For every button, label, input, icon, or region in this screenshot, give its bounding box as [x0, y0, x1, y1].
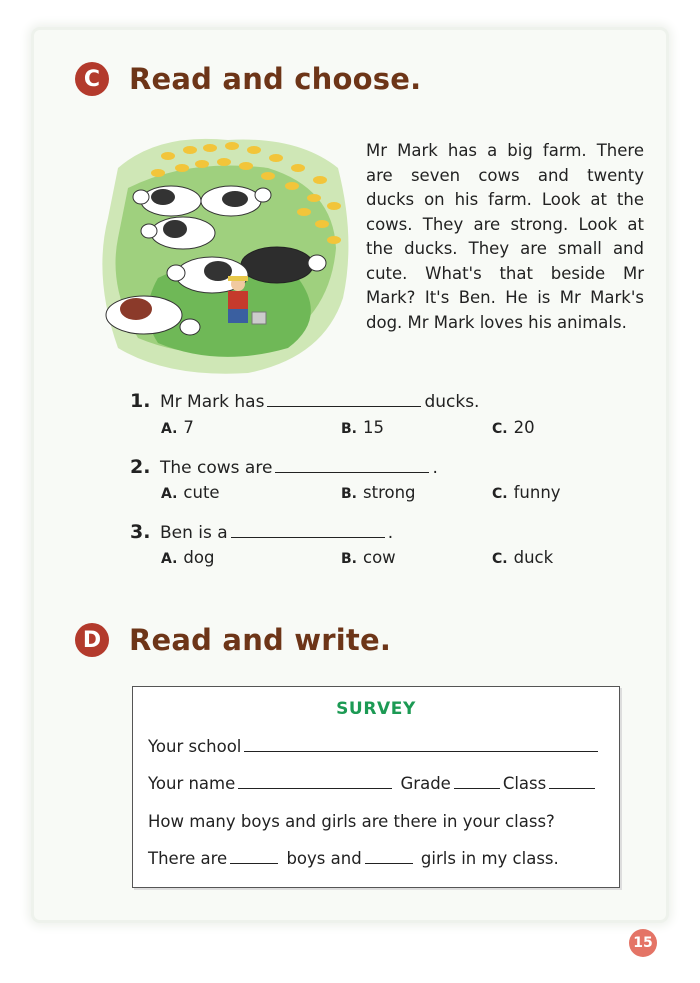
question-2 [130, 456, 438, 478]
class-label: Class [502, 774, 547, 793]
survey-title: SURVEY [336, 699, 416, 719]
answer-blank[interactable] [267, 392, 421, 407]
survey-question: How many boys and girls are there in your class? [148, 812, 555, 831]
option-a[interactable]: A. 7 [161, 418, 194, 437]
girls-in-label: girls in my class. [420, 849, 559, 868]
question-stem: Ben is a [160, 523, 228, 543]
grade-label: Grade [400, 774, 451, 793]
question-3 [130, 521, 393, 543]
option-b[interactable]: B. 15 [341, 418, 384, 437]
class-field[interactable] [549, 774, 595, 789]
section-d-badge: D [75, 623, 109, 657]
option-b[interactable]: B. strong [341, 483, 416, 502]
boys-and-label: boys and [286, 849, 362, 868]
option-c[interactable]: C. 20 [492, 418, 535, 437]
survey-school-row [148, 737, 601, 756]
survey-box [132, 686, 620, 888]
question-number: 2. [130, 456, 151, 478]
question-stem: The cows are [160, 458, 273, 478]
page-number: 15 [629, 929, 657, 957]
name-label: Your name [148, 774, 236, 793]
question-end: . [387, 523, 394, 543]
section-c-title: Read and choose. [129, 62, 422, 96]
option-a[interactable]: A. cute [161, 483, 220, 502]
question-number: 1. [130, 390, 151, 412]
question-end: . [432, 458, 438, 478]
survey-name-row [148, 774, 598, 793]
school-label: Your school [148, 737, 242, 756]
girls-count-field[interactable] [365, 849, 413, 864]
farm-illustration [98, 128, 352, 378]
name-field[interactable] [238, 774, 392, 789]
survey-answer-row [148, 849, 559, 868]
option-c[interactable]: C. duck [492, 548, 554, 567]
question-number: 3. [130, 521, 151, 543]
answer-blank[interactable] [275, 458, 429, 473]
option-c[interactable]: C. funny [492, 483, 561, 502]
school-field[interactable] [244, 737, 598, 752]
grade-field[interactable] [454, 774, 500, 789]
option-a[interactable]: A. dog [161, 548, 215, 567]
section-d-header [75, 623, 391, 657]
question-end: ducks. [424, 392, 480, 412]
question-1 [130, 390, 479, 412]
section-c-badge: C [75, 62, 109, 96]
option-b[interactable]: B. cow [341, 548, 396, 567]
section-c-header [75, 62, 421, 96]
section-d-title: Read and write. [129, 623, 392, 657]
question-stem: Mr Mark has [160, 392, 265, 412]
answer-blank[interactable] [231, 523, 385, 538]
boys-count-field[interactable] [230, 849, 278, 864]
there-are-label: There are [148, 849, 228, 868]
reading-passage: Mr Mark has a big farm. There are seven cows and twenty ducks on his farm. Look at the cows. They are strong. Look at the ducks. They are small and cute. What's that beside Mr Mark? It's Ben. He is Mr Mark's dog. Mr Mark loves his animals. [366, 141, 644, 332]
